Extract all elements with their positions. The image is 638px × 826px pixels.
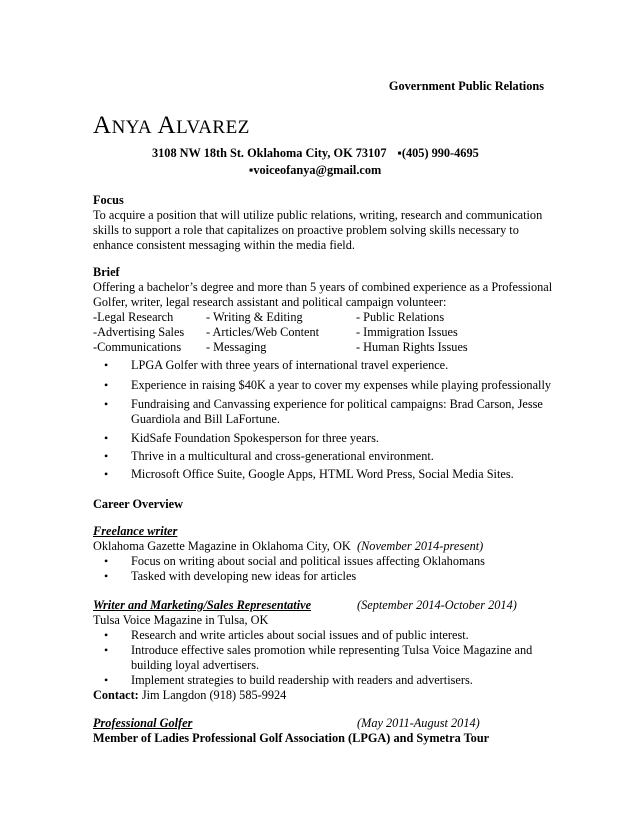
job-bullet: Introduce effective sales promotion while representing Tulsa Voice Magazine and: [131, 643, 533, 657]
bullet-icon: •: [104, 673, 109, 687]
bullet-icon: •: [104, 569, 109, 583]
job-contact: [93, 688, 286, 703]
bullet-icon: •: [104, 628, 109, 642]
email: voiceofanya@gmail.com: [253, 163, 382, 177]
skill-item: -Advertising Sales: [93, 325, 185, 339]
skill-item: - Human Rights Issues: [356, 340, 468, 354]
brief-bullet: Guardiola and Bill LaFortune.: [131, 412, 280, 426]
brief-bullet: Thrive in a multicultural and cross-generational environment.: [131, 449, 434, 463]
focus-line: enhance consistent messaging within the media field.: [93, 238, 355, 252]
career-heading: Career Overview: [93, 497, 184, 511]
phone: (405) 990-4695: [401, 146, 479, 160]
bullet-icon: •: [104, 554, 109, 568]
brief-line: Golfer, writer, legal research assistant and political campaign volunteer:: [93, 295, 447, 309]
brief-bullet: KidSafe Foundation Spokesperson for three years.: [131, 431, 379, 445]
bullet-icon: •: [104, 467, 109, 481]
job-bullet: Focus on writing about social and political issues affecting Oklahomans: [131, 554, 485, 568]
job-org: Tulsa Voice Magazine in Tulsa, OK: [93, 613, 269, 627]
job-bullet: Tasked with developing new ideas for articles: [131, 569, 357, 583]
candidate-name: ANYA ALVAREZ: [93, 112, 250, 139]
job-dates: (May 2011-August 2014): [357, 716, 480, 730]
contact-label: Contact:: [93, 688, 139, 702]
brief-bullet: LPGA Golfer with three years of international travel experience.: [131, 358, 449, 372]
contact-value: Jim Langdon (918) 585-9924: [138, 688, 287, 702]
job-bullet: Research and write articles about social issues and of public interest.: [131, 628, 469, 642]
brief-bullet: Fundraising and Canvassing experience for political campaigns: Brad Carson, Jesse: [131, 397, 543, 411]
address: 3108 NW 18th St. Oklahoma City, OK 73107: [152, 146, 387, 160]
focus-line: To acquire a position that will utilize public relations, writing, research and communication: [93, 208, 543, 222]
bullet-icon: •: [104, 397, 109, 411]
bullet-icon: •: [104, 358, 109, 372]
square-bullet-icon: ▪: [397, 146, 402, 160]
job-dates: (November 2014-present): [357, 539, 484, 553]
square-bullet-icon: ▪: [249, 163, 254, 177]
bullet-icon: •: [104, 643, 109, 657]
skill-item: - Immigration Issues: [356, 325, 458, 339]
focus-line: skills to support a role that capitalizes on proactive problem solving skills necessary to: [93, 223, 519, 237]
skill-item: - Articles/Web Content: [206, 325, 320, 339]
bullet-icon: •: [104, 449, 109, 463]
bullet-icon: •: [104, 378, 109, 392]
job-bullet: Implement strategies to build readership with readers and advertisers.: [131, 673, 473, 687]
contact-line: [152, 146, 479, 161]
brief-heading: Brief: [93, 265, 120, 279]
job-title-writer-marketing: Writer and Marketing/Sales Representative: [93, 598, 312, 612]
focus-heading: Focus: [93, 193, 124, 207]
skill-item: -Legal Research: [93, 310, 174, 324]
skill-item: - Messaging: [206, 340, 267, 354]
job-org: Oklahoma Gazette Magazine in Oklahoma City, OK: [93, 539, 351, 553]
bullet-icon: •: [104, 431, 109, 445]
job-org: Member of Ladies Professional Golf Association (LPGA) and Symetra Tour: [93, 731, 490, 745]
job-title-golfer: Professional Golfer: [93, 716, 193, 730]
job-bullet: building loyal advertisers.: [131, 658, 260, 672]
skill-item: - Writing & Editing: [206, 310, 303, 324]
skill-item: -Communications: [93, 340, 182, 354]
skill-item: - Public Relations: [356, 310, 445, 324]
email-line: [249, 163, 381, 178]
job-dates: (September 2014-October 2014): [357, 598, 517, 612]
brief-bullet: Microsoft Office Suite, Google Apps, HTML Word Press, Social Media Sites.: [131, 467, 514, 481]
job-title-freelance: Freelance writer: [93, 524, 178, 538]
job-title: Government Public Relations: [388, 79, 544, 93]
brief-bullet: Experience in raising $40K a year to cover my expenses while playing professionally: [131, 378, 552, 392]
brief-line: Offering a bachelor’s degree and more than 5 years of combined experience as a Professional: [93, 280, 553, 294]
